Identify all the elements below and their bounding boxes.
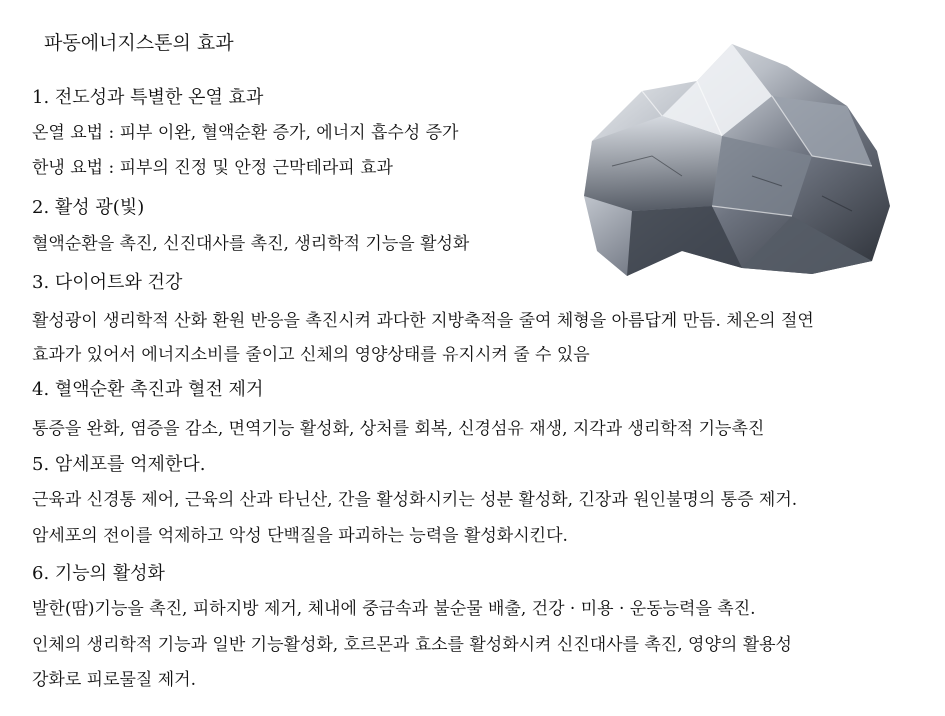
section-1-line-1: 온열 요법 : 피부 이완, 혈액순환 증가, 에너지 흡수성 증가 — [32, 123, 459, 143]
section-2-line-1: 혈액순환을 촉진, 신진대사를 촉진, 생리학적 기능을 활성화 — [32, 234, 470, 254]
section-3-line-1: 활성광이 생리학적 산화 환원 반응을 촉진시켜 과다한 지방축적을 줄여 체형을 아름답게 만듬. 체온의 절연 — [32, 311, 814, 331]
section-1-heading: 1. 전도성과 특별한 온열 효과 — [32, 87, 264, 108]
section-3-line-2: 효과가 있어서 에너지소비를 줄이고 신체의 영양상태를 유지시켜 줄 수 있음 — [32, 345, 590, 365]
section-5-line-2: 암세포의 전이를 억제하고 악성 단백질을 파괴하는 능력을 활성화시킨다. — [32, 526, 568, 546]
silicon-stone-image — [572, 36, 894, 280]
section-4-line-1: 통증을 완화, 염증을 감소, 면역기능 활성화, 상처를 회복, 신경섬유 재생, 지각과 생리학적 기능촉진 — [32, 419, 765, 439]
section-5-line-1: 근육과 신경통 제어, 근육의 산과 타닌산, 간을 활성화시키는 성분 활성화, 긴장과 원인불명의 통증 제거. — [32, 490, 798, 510]
page-title: 파동에너지스톤의 효과 — [44, 32, 234, 54]
section-5-heading: 5. 암세포를 억제한다. — [32, 454, 206, 475]
section-6-line-1: 발한(땀)기능을 촉진, 피하지방 제거, 체내에 중금속과 불순물 배출, 건강 · 미용 · 운동능력을 촉진. — [32, 599, 756, 619]
section-6-line-3: 강화로 피로물질 제거. — [32, 670, 197, 690]
section-3-heading: 3. 다이어트와 건강 — [32, 272, 183, 293]
section-2-heading: 2. 활성 광(빛) — [32, 197, 145, 218]
section-4-heading: 4. 혈액순환 촉진과 혈전 제거 — [32, 379, 264, 400]
section-1-line-2: 한냉 요법 : 피부의 진정 및 안정 근막테라피 효과 — [32, 158, 393, 178]
section-6-line-2: 인체의 생리학적 기능과 일반 기능활성화, 호르몬과 효소를 활성화시켜 신진대사를 촉진, 영양의 활용성 — [32, 635, 792, 655]
section-6-heading: 6. 기능의 활성화 — [32, 563, 165, 584]
